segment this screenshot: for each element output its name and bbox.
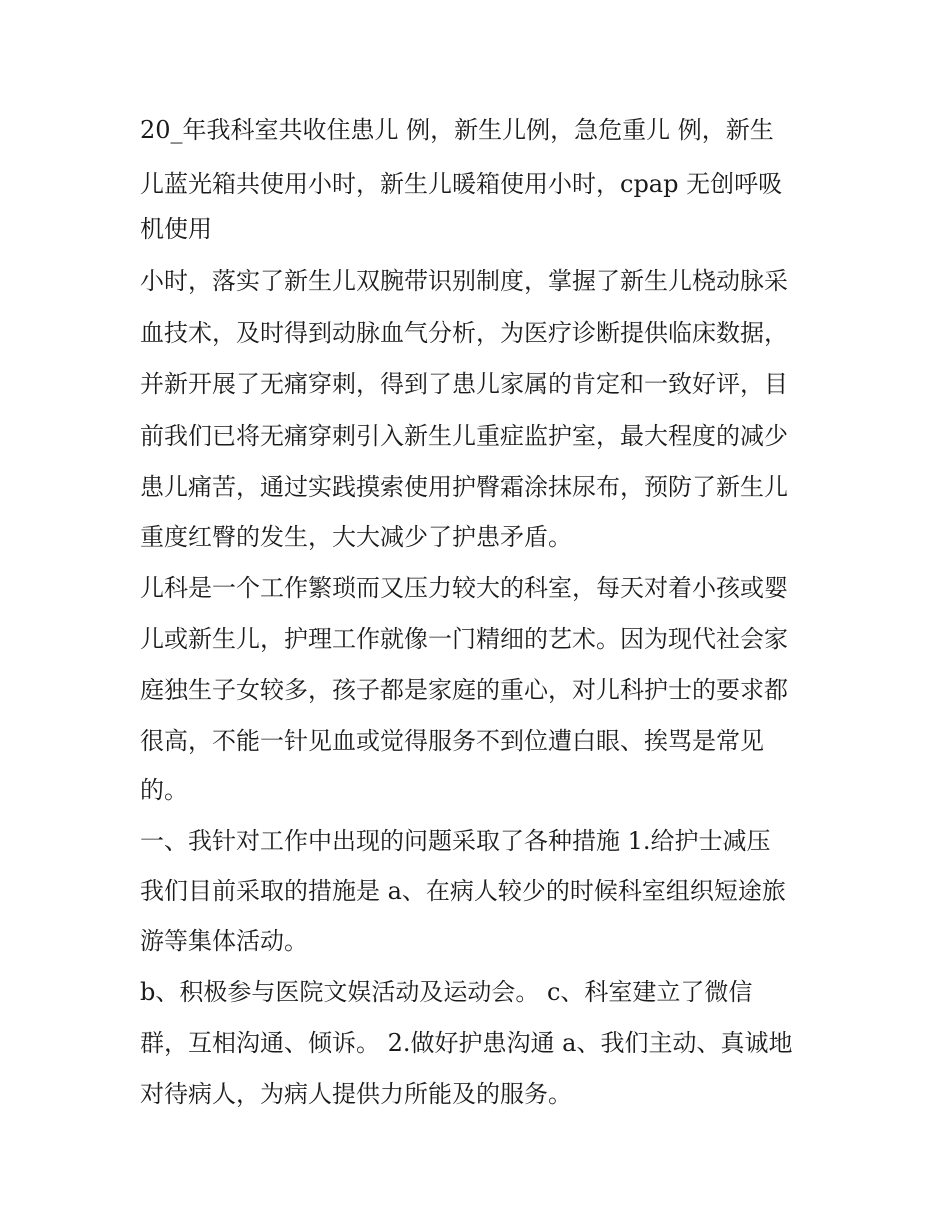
text-line: 儿科是一个工作繁琐而又压力较大的科室，每天对着小孩或婴: [140, 574, 788, 602]
text-line: 的。: [140, 776, 188, 804]
text-line: 对待病人，为病人提供力所能及的服务。: [140, 1080, 572, 1108]
text-line: 机使用: [140, 215, 212, 243]
text-line: 重度红臀的发生，大大减少了护患矛盾。: [140, 523, 572, 551]
text-line: 儿蓝光箱共使用小时，新生儿暖箱使用小时，cpap 无创呼吸: [140, 170, 783, 198]
text-line: 一、我针对工作中出现的问题采取了各种措施 1.给护士减压: [140, 827, 771, 855]
text-line: 小时，落实了新生儿双腕带识别制度，掌握了新生儿桡动脉采: [140, 267, 788, 295]
text-line: 前我们已将无痛穿刺引入新生儿重症监护室，最大程度的减少: [140, 422, 788, 450]
text-line: 血技术，及时得到动脉血气分析，为医疗诊断提供临床数据，: [140, 319, 788, 347]
text-line: 很高，不能一针见血或觉得服务不到位遭白眼、挨骂是常见: [140, 727, 764, 755]
text-line: 20_年我科室共收住患儿 例，新生儿例，急危重儿 例，新生: [140, 116, 774, 144]
text-line: 患儿痛苦，通过实践摸索使用护臀霜涂抹尿布，预防了新生儿: [140, 473, 788, 501]
text-line: 庭独生子女较多，孩子都是家庭的重心，对儿科护士的要求都: [140, 676, 788, 704]
text-line: 游等集体活动。: [140, 927, 308, 955]
text-line: 儿或新生儿，护理工作就像一门精细的艺术。因为现代社会家: [140, 625, 788, 653]
text-line: 我们目前采取的措施是 a、在病人较少的时候科室组织短途旅: [140, 877, 786, 905]
text-line: b、积极参与医院文娱活动及运动会。 c、科室建立了微信: [140, 978, 753, 1006]
text-line: 并新开展了无痛穿刺，得到了患儿家属的肯定和一致好评，目: [140, 370, 788, 398]
text-line: 群，互相沟通、倾诉。 2.做好护患沟通 a、我们主动、真诚地: [140, 1029, 793, 1057]
